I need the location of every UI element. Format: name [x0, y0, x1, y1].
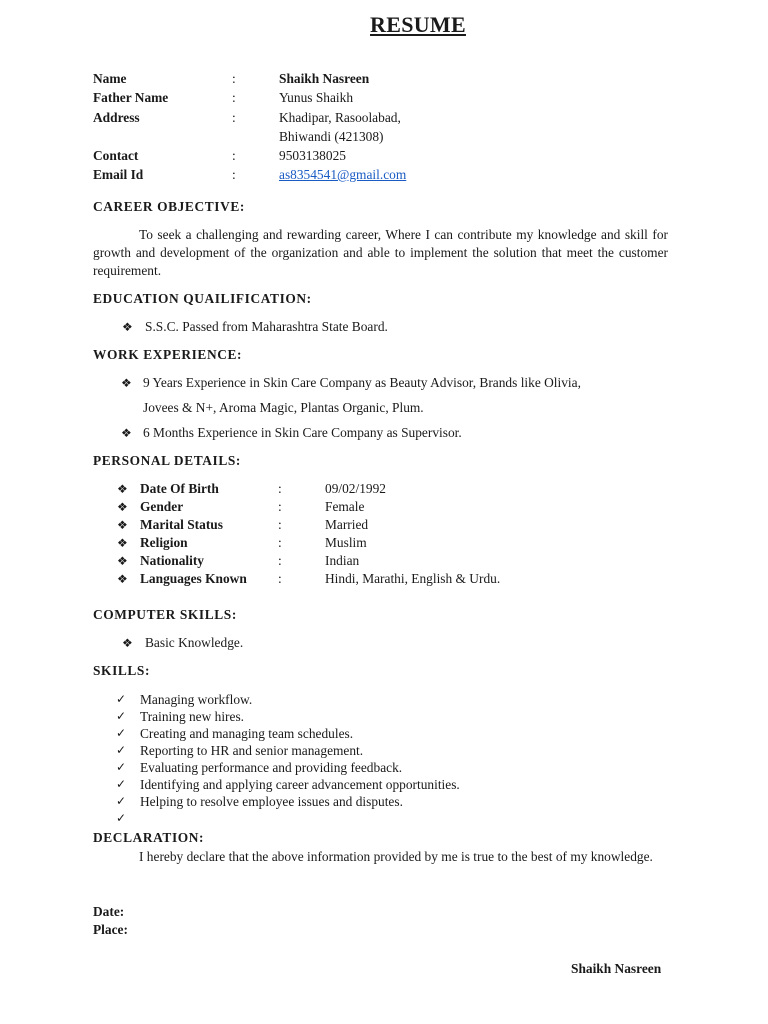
personal-label: Nationality	[140, 553, 204, 568]
declaration-heading: DECLARATION:	[93, 830, 205, 845]
personal-label: Languages Known	[140, 571, 247, 586]
colon: :	[232, 71, 236, 86]
colon: :	[278, 535, 282, 550]
diamond-bullet-icon: ❖	[117, 518, 128, 532]
career-objective-text	[93, 226, 668, 280]
colon: :	[278, 571, 282, 586]
skill-item: Identifying and applying career advancement opportunities.	[140, 777, 460, 792]
personal-value: Female	[325, 499, 365, 514]
work-item-1-line-1: 9 Years Experience in Skin Care Company as Beauty Advisor, Brands like Olivia,	[143, 375, 581, 390]
skill-item: Creating and managing team schedules.	[140, 726, 354, 741]
colon: :	[232, 110, 236, 125]
checkmark-bullet-icon: ✓	[116, 709, 127, 723]
diamond-bullet-icon: ❖	[117, 500, 128, 514]
checkmark-bullet-icon: ✓	[116, 743, 127, 757]
career-objective-body: To seek a challenging and rewarding career, Where I can contribute my knowledge and skill for growth and development of the organization and able to implement the solution that meet the customer requirement.	[93, 227, 668, 278]
personal-label: Gender	[140, 499, 184, 514]
address-label: Address	[93, 110, 140, 125]
work-experience-heading: WORK EXPERIENCE:	[93, 347, 243, 362]
personal-label: Religion	[140, 535, 188, 550]
personal-value: 09/02/1992	[325, 481, 387, 496]
diamond-bullet-icon: ❖	[117, 554, 128, 568]
address-line-1: Khadipar, Rasoolabad,	[279, 110, 401, 125]
diamond-bullet-icon: ❖	[122, 636, 133, 650]
signature-name: Shaikh Nasreen	[571, 961, 662, 976]
date-label: Date:	[93, 904, 125, 919]
skill-item: Training new hires.	[140, 709, 245, 724]
declaration-body: I hereby declare that the above information provided by me is true to the best of my knowledge.	[139, 849, 653, 864]
skill-item: Managing workflow.	[140, 692, 253, 707]
personal-label: Marital Status	[140, 517, 223, 532]
computer-skills-heading: COMPUTER SKILLS:	[93, 607, 237, 622]
career-objective-heading: CAREER OBJECTIVE:	[93, 199, 245, 214]
colon: :	[278, 481, 282, 496]
address-line-2: Bhiwandi (421308)	[279, 129, 384, 144]
colon: :	[232, 148, 236, 163]
checkmark-bullet-icon: ✓	[116, 760, 127, 774]
declaration-text	[93, 848, 668, 866]
computer-skills-item: Basic Knowledge.	[145, 635, 244, 650]
colon: :	[232, 167, 236, 182]
colon: :	[278, 499, 282, 514]
skills-heading: SKILLS:	[93, 663, 151, 678]
diamond-bullet-icon: ❖	[121, 426, 132, 440]
contact-label: Contact	[93, 148, 139, 163]
name-value: Shaikh Nasreen	[279, 71, 370, 86]
personal-value: Muslim	[325, 535, 367, 550]
checkmark-bullet-icon: ✓	[116, 726, 127, 740]
personal-value: Indian	[325, 553, 360, 568]
skill-item: Reporting to HR and senior management.	[140, 743, 364, 758]
place-label: Place:	[93, 922, 128, 937]
personal-details-heading: PERSONAL DETAILS:	[93, 453, 241, 468]
checkmark-bullet-icon: ✓	[116, 811, 127, 825]
colon: :	[278, 517, 282, 532]
contact-value: 9503138025	[279, 148, 346, 163]
diamond-bullet-icon: ❖	[122, 320, 133, 334]
name-label: Name	[93, 71, 127, 86]
education-item: S.S.C. Passed from Maharashtra State Board.	[145, 319, 388, 334]
work-item-2: 6 Months Experience in Skin Care Company as Supervisor.	[143, 425, 462, 440]
skill-item: Evaluating performance and providing feedback.	[140, 760, 403, 775]
diamond-bullet-icon: ❖	[121, 376, 132, 390]
checkmark-bullet-icon: ✓	[116, 692, 127, 706]
diamond-bullet-icon: ❖	[117, 572, 128, 586]
email-label: Email Id	[93, 167, 144, 182]
colon: :	[278, 553, 282, 568]
personal-value: Married	[325, 517, 369, 532]
checkmark-bullet-icon: ✓	[116, 777, 127, 791]
diamond-bullet-icon: ❖	[117, 536, 128, 550]
document-title: RESUME	[370, 12, 466, 37]
skill-item: Helping to resolve employee issues and disputes.	[140, 794, 403, 809]
colon: :	[232, 90, 236, 105]
checkmark-bullet-icon: ✓	[116, 794, 127, 808]
father-name-value: Yunus Shaikh	[279, 90, 354, 105]
email-link[interactable]: as8354541@gmail.com	[279, 167, 407, 182]
work-item-1-line-2: Jovees & N+, Aroma Magic, Plantas Organic, Plum.	[143, 400, 424, 415]
diamond-bullet-icon: ❖	[117, 482, 128, 496]
personal-label: Date Of Birth	[140, 481, 219, 496]
personal-value: Hindi, Marathi, English & Urdu.	[325, 571, 501, 586]
education-heading: EDUCATION QUAILIFICATION:	[93, 291, 312, 306]
father-name-label: Father Name	[93, 90, 169, 105]
